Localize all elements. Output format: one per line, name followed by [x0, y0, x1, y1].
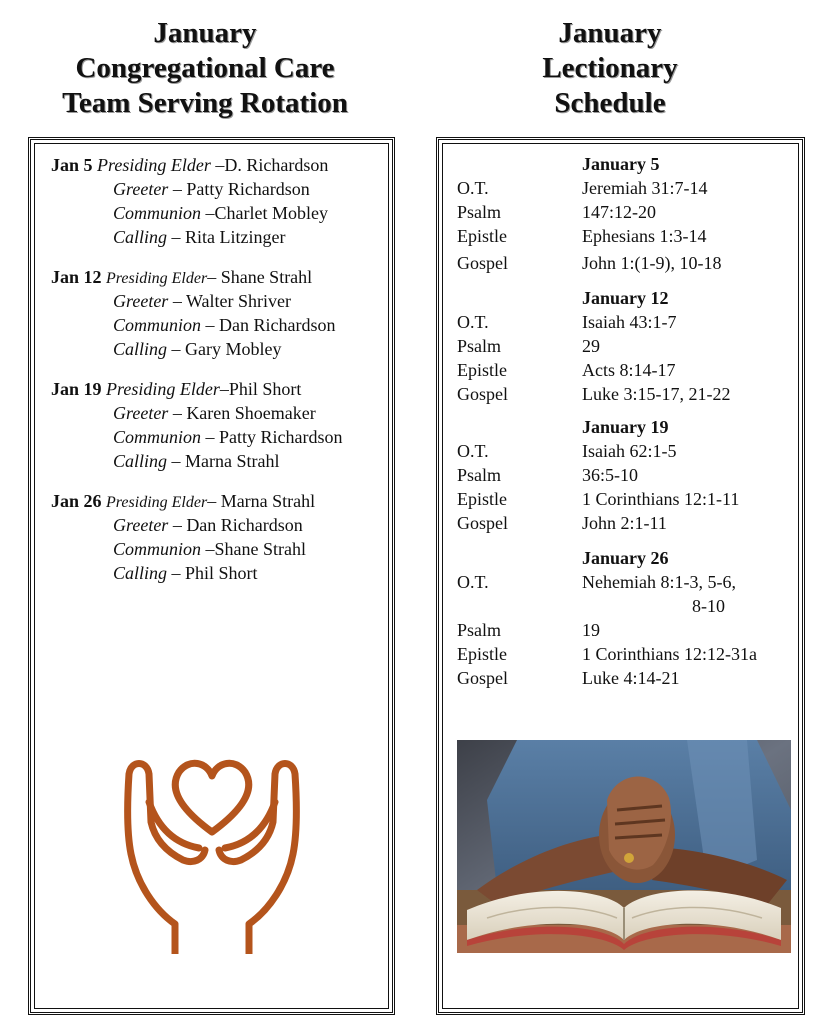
calling-role: Calling: [113, 563, 168, 583]
presiding-role: Presiding Elder: [106, 270, 208, 287]
calling-role: Calling: [113, 227, 168, 247]
rotation-line-communion: [51, 537, 315, 561]
lectionary-row-epistle: [457, 224, 802, 248]
greeter-sep: –: [168, 515, 187, 535]
ot-reading-continued: 8-10: [692, 596, 725, 616]
epistle-reading: 1 Corinthians 12:12-31a: [582, 644, 757, 664]
lectionary-row-psalm: [457, 463, 802, 487]
rotation-heading-line2: Congregational Care: [75, 52, 335, 84]
psalm-reading: 147:12-20: [582, 202, 656, 222]
rotation-line-greeter: [51, 513, 315, 537]
lectionary-row-gospel: [457, 511, 802, 535]
lectionary-row-gospel: [457, 251, 802, 275]
lectionary-week: [457, 415, 802, 535]
presiding-sep: –: [219, 379, 229, 399]
rotation-line-calling: [51, 449, 301, 473]
rotation-panel-inner: [34, 143, 389, 1009]
gospel-label: Gospel: [457, 668, 508, 688]
lectionary-week: [457, 152, 802, 275]
calling-sep: –: [167, 227, 186, 247]
greeter-role: Greeter: [113, 515, 169, 535]
lectionary-row-epistle: [457, 358, 802, 382]
ot-label: O.T.: [457, 312, 489, 332]
epistle-reading: Ephesians 1:3-14: [582, 226, 707, 246]
presiding-role: Presiding Elder: [97, 155, 211, 175]
presiding-name: Marna Strahl: [220, 491, 316, 511]
rotation-heading-line3: Team Serving Rotation: [62, 87, 348, 119]
lectionary-heading-line3: Schedule: [554, 87, 666, 119]
lectionary-date: January 19: [582, 417, 669, 437]
lectionary-panel: [436, 137, 805, 1015]
rotation-line-greeter: [51, 177, 328, 201]
rotation-line-calling: [51, 225, 328, 249]
rotation-panel: [28, 137, 395, 1015]
rotation-line-calling: [51, 561, 315, 585]
lectionary-panel-inner: [442, 143, 799, 1009]
epistle-label: Epistle: [457, 226, 507, 246]
rotation-line-communion: [51, 313, 336, 337]
rotation-line-communion: [51, 201, 328, 225]
epistle-label: Epistle: [457, 644, 507, 664]
ot-label: O.T.: [457, 441, 489, 461]
presiding-name: Shane Strahl: [220, 267, 313, 287]
lectionary-row-ot-continued: [457, 594, 802, 618]
calling-role: Calling: [113, 451, 168, 471]
calling-sep: –: [167, 563, 186, 583]
greeter-sep: –: [168, 291, 186, 311]
rotation-line-presiding: [51, 489, 315, 513]
communion-name: Shane Strahl: [214, 539, 307, 559]
epistle-reading: 1 Corinthians 12:1-11: [582, 489, 740, 509]
communion-role: Communion: [113, 427, 202, 447]
presiding-sep: –: [210, 155, 225, 175]
lectionary-week: [457, 286, 802, 406]
lectionary-row-gospel: [457, 666, 802, 690]
lectionary-row-ot: [457, 176, 802, 200]
rotation-line-calling: [51, 337, 312, 361]
rotation-date: Jan 5: [51, 155, 93, 175]
psalm-reading: 19: [582, 620, 600, 640]
epistle-label: Epistle: [457, 489, 507, 509]
lectionary-row-epistle: [457, 487, 802, 511]
calling-role: Calling: [113, 339, 168, 359]
communion-name: Patty Richardson: [219, 427, 343, 447]
rotation-entry: [51, 377, 343, 473]
presiding-sep: –: [207, 267, 221, 287]
communion-name: Dan Richardson: [219, 315, 336, 335]
psalm-reading: 36:5-10: [582, 465, 638, 485]
lectionary-row-ot: [457, 439, 802, 463]
ot-reading: Nehemiah 8:1-3, 5-6,: [582, 572, 736, 592]
psalm-label: Psalm: [457, 465, 502, 485]
greeter-name: Dan Richardson: [186, 515, 303, 535]
gospel-label: Gospel: [457, 513, 508, 533]
communion-role: Communion: [113, 315, 202, 335]
gospel-label: Gospel: [457, 384, 508, 404]
psalm-label: Psalm: [457, 336, 502, 356]
rotation-date: Jan 26: [51, 491, 102, 511]
praying-hands-bible-photo: [457, 740, 791, 953]
ot-reading: Isaiah 43:1-7: [582, 312, 677, 332]
rotation-line-presiding: [51, 377, 301, 401]
rotation-entry: [51, 153, 328, 249]
gospel-reading: John 2:1-11: [582, 513, 667, 533]
ot-label: O.T.: [457, 178, 489, 198]
greeter-role: Greeter: [113, 291, 169, 311]
ot-reading: Isaiah 62:1-5: [582, 441, 677, 461]
rotation-heading: [20, 16, 390, 121]
lectionary-week: [457, 546, 802, 690]
lectionary-row-ot: [457, 570, 802, 594]
greeter-name: Walter Shriver: [186, 291, 292, 311]
presiding-role: Presiding Elder: [106, 379, 220, 399]
lectionary-date: January 12: [582, 288, 669, 308]
rotation-date: Jan 12: [51, 267, 102, 287]
psalm-label: Psalm: [457, 620, 502, 640]
lectionary-heading-line1: January: [558, 17, 662, 49]
communion-sep: –: [201, 315, 220, 335]
rotation-line-greeter: [51, 401, 316, 425]
ot-label: O.T.: [457, 572, 489, 592]
psalm-label: Psalm: [457, 202, 502, 222]
presiding-role: Presiding Elder: [106, 494, 208, 511]
lectionary-heading-line2: Lectionary: [542, 52, 678, 84]
communion-sep: –: [201, 539, 215, 559]
lectionary-row-psalm: [457, 200, 802, 224]
psalm-reading: 29: [582, 336, 600, 356]
gospel-reading: John 1:(1-9), 10-18: [582, 253, 722, 273]
greeter-sep: –: [168, 403, 187, 423]
communion-sep: –: [201, 203, 215, 223]
ot-reading: Jeremiah 31:7-14: [582, 178, 708, 198]
greeter-sep: –: [168, 179, 187, 199]
rotation-heading-line1: January: [153, 17, 257, 49]
greeter-role: Greeter: [113, 179, 169, 199]
greeter-name: Karen Shoemaker: [186, 403, 316, 423]
communion-role: Communion: [113, 539, 202, 559]
communion-sep: –: [201, 427, 220, 447]
lectionary-row-psalm: [457, 334, 802, 358]
rotation-line-presiding: [51, 265, 312, 289]
presiding-sep: –: [207, 491, 221, 511]
calling-sep: –: [167, 451, 186, 471]
epistle-label: Epistle: [457, 360, 507, 380]
rotation-entry: [51, 265, 336, 361]
rotation-line-communion: [51, 425, 343, 449]
hands-heart-icon: [107, 744, 317, 954]
communion-role: Communion: [113, 203, 202, 223]
gospel-reading: Luke 4:14-21: [582, 668, 680, 688]
calling-name: Phil Short: [185, 563, 258, 583]
lectionary-heading: [430, 16, 790, 121]
presiding-name: D. Richardson: [224, 155, 329, 175]
lectionary-date: January 5: [582, 154, 660, 174]
lectionary-row-gospel: [457, 382, 802, 406]
lectionary-row-epistle: [457, 642, 802, 666]
greeter-role: Greeter: [113, 403, 169, 423]
lectionary-row-ot: [457, 310, 802, 334]
epistle-reading: Acts 8:14-17: [582, 360, 676, 380]
calling-name: Gary Mobley: [185, 339, 282, 359]
calling-sep: –: [167, 339, 186, 359]
calling-name: Rita Litzinger: [185, 227, 286, 247]
presiding-name: Phil Short: [228, 379, 302, 399]
lectionary-row-psalm: [457, 618, 802, 642]
gospel-reading: Luke 3:15-17, 21-22: [582, 384, 731, 404]
communion-name: Charlet Mobley: [214, 203, 328, 223]
lectionary-date: January 26: [582, 548, 669, 568]
rotation-line-presiding: [51, 153, 328, 177]
gospel-label: Gospel: [457, 253, 508, 273]
rotation-line-greeter: [51, 289, 312, 313]
calling-name: Marna Strahl: [185, 451, 280, 471]
greeter-name: Patty Richardson: [186, 179, 310, 199]
rotation-date: Jan 19: [51, 379, 102, 399]
rotation-entry: [51, 489, 315, 585]
